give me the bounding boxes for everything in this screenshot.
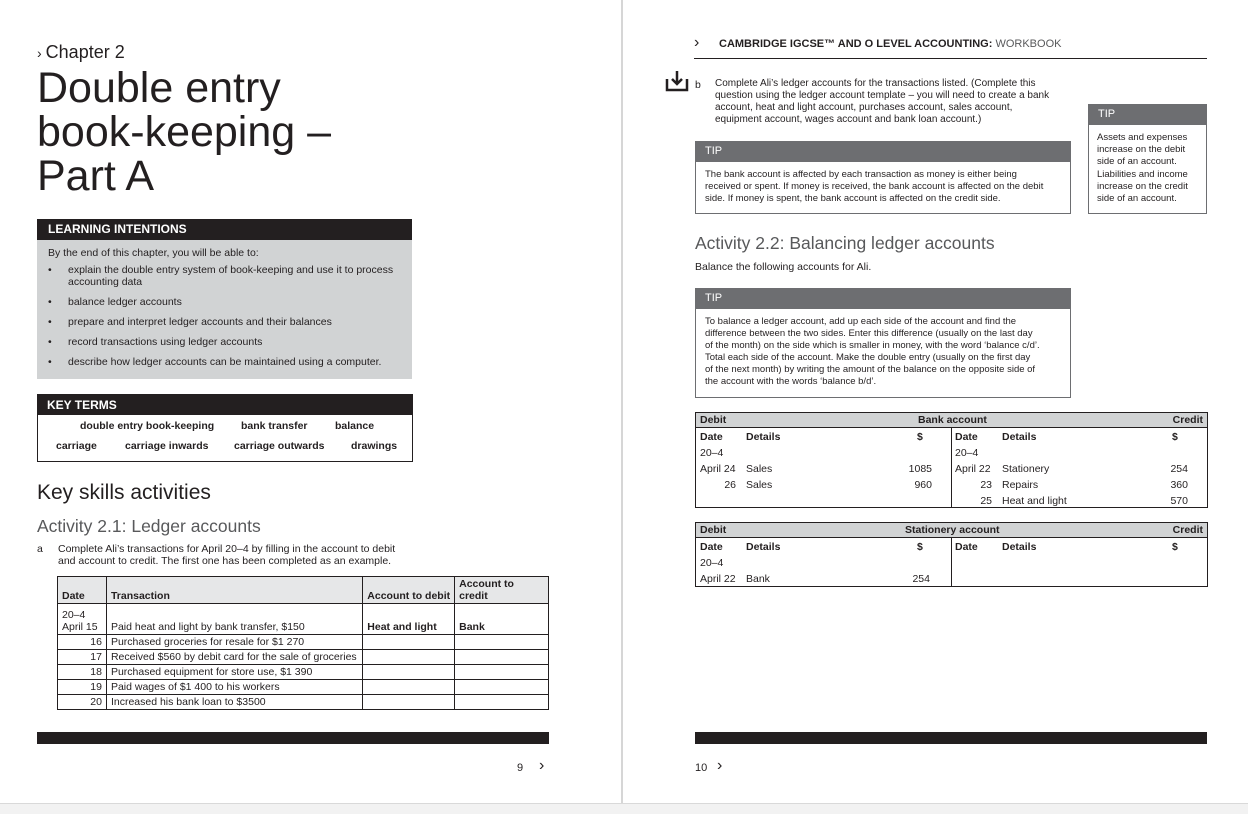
footer-bar bbox=[37, 732, 549, 744]
table-row bbox=[58, 665, 549, 680]
table-row bbox=[58, 650, 549, 665]
entry-details: Heat and light bbox=[1002, 495, 1067, 507]
list-item: • prepare and interpret ledger accounts and their balances bbox=[37, 316, 412, 328]
column-header: $ bbox=[1172, 431, 1178, 443]
page-number: 10 bbox=[695, 762, 708, 774]
tip-line: difference between the two sides. Enter this difference (usually on the last day bbox=[705, 328, 1033, 339]
question-line: account, heat and light account, purchases account, sales account, bbox=[715, 102, 1013, 113]
tip-line: The bank account is affected by each transaction as money is either being bbox=[705, 169, 1017, 180]
learning-intentions-box bbox=[37, 219, 412, 379]
entry-amount: 254 bbox=[912, 573, 930, 585]
key-terms-box bbox=[37, 394, 413, 462]
column-header: Date bbox=[700, 541, 723, 553]
table-cell: Received $560 by debit card for the sale of groceries bbox=[106, 650, 362, 665]
date-cell: April 15 bbox=[62, 621, 98, 633]
column-header: Account to credit bbox=[455, 577, 549, 604]
entry-date: April 24 bbox=[700, 463, 736, 475]
entry-details: Bank bbox=[746, 573, 770, 585]
tip-line: the account with the words ‘balance b/d’. bbox=[705, 376, 877, 387]
table-cell bbox=[58, 604, 107, 635]
chevron-right-icon: › bbox=[694, 34, 700, 51]
tip-line: Total each side of the account. Make the double entry (usually on the first day bbox=[705, 352, 1031, 363]
column-header: Date bbox=[58, 577, 107, 604]
table-row bbox=[58, 604, 549, 635]
title-line: Part A bbox=[37, 152, 155, 200]
tip-line: side of an account. bbox=[1097, 156, 1177, 168]
learning-intentions-intro: By the end of this chapter, you will be able to: bbox=[48, 247, 259, 259]
year-label: 20–4 bbox=[700, 557, 724, 569]
entry-details: Sales bbox=[746, 463, 773, 475]
tip-box bbox=[695, 141, 1071, 214]
list-item: • describe how ledger accounts can be maintained using a computer. bbox=[37, 356, 412, 368]
chapter-text: Chapter 2 bbox=[45, 42, 125, 62]
tip-line: of the next month) by writing the amount of the balance on the opposite side of bbox=[705, 364, 1036, 375]
date-cell: 17 bbox=[58, 650, 107, 665]
debit-cell[interactable] bbox=[363, 665, 455, 680]
entry-date: 25 bbox=[980, 495, 992, 507]
entry-amount: 254 bbox=[1170, 463, 1188, 475]
entry-details: Sales bbox=[746, 479, 773, 491]
debit-cell[interactable] bbox=[363, 635, 455, 650]
viewer-bottom-strip bbox=[0, 803, 1248, 814]
column-header: Date bbox=[955, 431, 978, 443]
footer-bar bbox=[695, 732, 1207, 744]
table-cell: Purchased groceries for resale for $1 270 bbox=[106, 635, 362, 650]
activity-heading: Activity 2.1: Ledger accounts bbox=[37, 516, 261, 536]
table-row bbox=[58, 680, 549, 695]
running-head-rule bbox=[694, 58, 1207, 59]
debit-cell[interactable]: Heat and light bbox=[363, 604, 455, 635]
table-header-row bbox=[58, 577, 549, 604]
column-header: Details bbox=[746, 541, 781, 553]
running-head bbox=[719, 38, 1061, 50]
entry-amount: 1085 bbox=[908, 463, 932, 475]
tip-box bbox=[695, 288, 1071, 398]
activity-heading: Activity 2.2: Balancing ledger accounts bbox=[695, 233, 995, 253]
page-number: 9 bbox=[517, 762, 524, 774]
key-term: carriage inwards bbox=[125, 440, 209, 452]
credit-cell[interactable] bbox=[455, 665, 549, 680]
transactions-table bbox=[57, 576, 549, 710]
tip-body bbox=[696, 309, 1070, 395]
running-head-title: CAMBRIDGE IGCSE™ AND O LEVEL ACCOUNTING: bbox=[719, 38, 993, 50]
question-line: question using the ledger account template – you will need to create a bank bbox=[715, 90, 1050, 101]
key-terms-heading: KEY TERMS bbox=[38, 395, 412, 415]
key-term: drawings bbox=[351, 440, 398, 452]
debit-cell[interactable] bbox=[363, 650, 455, 665]
column-header: Details bbox=[1002, 541, 1037, 553]
page-spine bbox=[621, 0, 623, 805]
tip-line: side. If money is spent, the bank account is affected on the credit side. bbox=[705, 193, 1001, 204]
question-letter: a bbox=[37, 543, 43, 555]
entry-date: April 22 bbox=[955, 463, 991, 475]
account-name: Stationery account bbox=[905, 524, 1000, 536]
credit-cell[interactable]: Bank bbox=[455, 604, 549, 635]
column-header: Date bbox=[700, 431, 723, 443]
column-header: Date bbox=[955, 541, 978, 553]
key-term: carriage bbox=[56, 440, 97, 452]
date-cell: 18 bbox=[58, 665, 107, 680]
date-cell: 20 bbox=[58, 695, 107, 710]
entry-date: April 22 bbox=[700, 573, 736, 585]
column-header: $ bbox=[917, 431, 923, 443]
entry-amount: 960 bbox=[914, 479, 932, 491]
tip-line: Assets and expenses bbox=[1097, 132, 1188, 143]
tip-heading: TIP bbox=[1089, 105, 1206, 125]
key-term: bank transfer bbox=[241, 420, 308, 432]
column-header: Account to debit bbox=[363, 577, 455, 604]
credit-cell[interactable] bbox=[455, 695, 549, 710]
key-skills-heading: Key skills activities bbox=[37, 481, 211, 504]
ledger-body bbox=[696, 428, 1207, 507]
table-cell: Purchased equipment for store use, $1 390 bbox=[106, 665, 362, 680]
tip-line: increase on the debit bbox=[1097, 144, 1186, 156]
list-item: • record transactions using ledger accounts bbox=[37, 336, 412, 348]
title-line: Double entry bbox=[37, 64, 281, 112]
tip-heading: TIP bbox=[696, 142, 1070, 162]
column-header: Transaction bbox=[106, 577, 362, 604]
column-header: $ bbox=[1172, 541, 1178, 553]
date-cell: 19 bbox=[58, 680, 107, 695]
account-name: Bank account bbox=[918, 414, 987, 426]
year-label: 20–4 bbox=[955, 447, 979, 459]
chapter-label bbox=[37, 42, 125, 63]
tip-line: of the month) on the side which is smaller in money, with the word ‘balance c/d’. bbox=[705, 340, 1040, 351]
tip-line: To balance a ledger account, add up each side of the account and find the bbox=[705, 316, 1017, 327]
table-row bbox=[58, 695, 549, 710]
tip-line: Liabilities and income bbox=[1097, 168, 1188, 180]
learning-intentions-list bbox=[37, 264, 412, 368]
question-text bbox=[715, 78, 1049, 126]
entry-details: Stationery bbox=[1002, 463, 1050, 475]
column-header: $ bbox=[917, 541, 923, 553]
year-label: 20–4 bbox=[62, 609, 86, 621]
running-head-suffix: WORKBOOK bbox=[995, 38, 1062, 50]
entry-details: Repairs bbox=[1002, 479, 1039, 491]
debit-label: Debit bbox=[700, 524, 727, 536]
key-term: balance bbox=[335, 420, 375, 432]
list-item: • balance ledger accounts bbox=[37, 296, 412, 308]
ledger-header bbox=[696, 523, 1207, 538]
ledger-divider bbox=[951, 428, 952, 507]
tip-body bbox=[696, 162, 1070, 212]
entry-date: 26 bbox=[724, 479, 736, 491]
ledger-body bbox=[696, 538, 1207, 586]
side-tip-box bbox=[1088, 104, 1207, 214]
column-header: Details bbox=[1002, 431, 1037, 443]
entry-amount: 360 bbox=[1170, 479, 1188, 491]
tip-line: side of an account. bbox=[1097, 193, 1177, 205]
tip-heading: TIP bbox=[696, 289, 1070, 309]
question-line: equipment account, wages account and bank loan account.) bbox=[715, 114, 982, 125]
chevron-right-icon[interactable]: › bbox=[717, 757, 723, 774]
stationery-account-ledger bbox=[695, 522, 1208, 587]
chapter-title bbox=[37, 66, 437, 198]
ledger-header bbox=[696, 413, 1207, 428]
table-cell: Paid heat and light by bank transfer, $150 bbox=[106, 604, 362, 635]
ledger-divider bbox=[951, 538, 952, 586]
key-term: double entry book-keeping bbox=[80, 420, 215, 432]
key-term: carriage outwards bbox=[234, 440, 325, 452]
bank-account-ledger bbox=[695, 412, 1208, 508]
download-icon[interactable] bbox=[665, 70, 689, 92]
question-line: Complete Ali’s ledger accounts for the transactions listed. (Complete this bbox=[715, 78, 1036, 89]
chevron-right-icon: › bbox=[37, 45, 42, 61]
tip-line: increase on the credit bbox=[1097, 180, 1188, 192]
credit-cell[interactable] bbox=[455, 680, 549, 695]
date-cell: 16 bbox=[58, 635, 107, 650]
table-cell: Increased his bank loan to $3500 bbox=[106, 695, 362, 710]
chevron-right-icon[interactable]: › bbox=[539, 757, 545, 774]
debit-label: Debit bbox=[700, 414, 727, 426]
activity-intro: Balance the following accounts for Ali. bbox=[695, 261, 872, 273]
credit-cell[interactable] bbox=[455, 635, 549, 650]
tip-body bbox=[1089, 125, 1206, 212]
question-letter: b bbox=[695, 79, 701, 91]
table-row bbox=[58, 635, 549, 650]
entry-amount: 570 bbox=[1170, 495, 1188, 507]
column-header: Details bbox=[746, 431, 781, 443]
credit-label: Credit bbox=[1172, 524, 1203, 536]
list-item: • explain the double entry system of book-keeping and use it to process accounting data bbox=[37, 264, 412, 288]
question-text bbox=[58, 543, 395, 567]
tip-line: received or spent. If money is received, the bank account is affected on the debit bbox=[705, 181, 1044, 192]
learning-intentions-heading: LEARNING INTENTIONS bbox=[37, 219, 412, 240]
credit-cell[interactable] bbox=[455, 650, 549, 665]
left-page bbox=[0, 0, 621, 803]
question-line: Complete Ali’s transactions for April 20–4 by filling in the account to debit bbox=[58, 543, 396, 555]
credit-label: Credit bbox=[1172, 414, 1203, 426]
title-line: book-keeping – bbox=[37, 108, 332, 156]
debit-cell[interactable] bbox=[363, 695, 455, 710]
table-cell: Paid wages of $1 400 to his workers bbox=[106, 680, 362, 695]
question-line: and account to credit. The first one has been completed as an example. bbox=[58, 555, 392, 567]
entry-date: 23 bbox=[980, 479, 992, 491]
year-label: 20–4 bbox=[700, 447, 724, 459]
debit-cell[interactable] bbox=[363, 680, 455, 695]
